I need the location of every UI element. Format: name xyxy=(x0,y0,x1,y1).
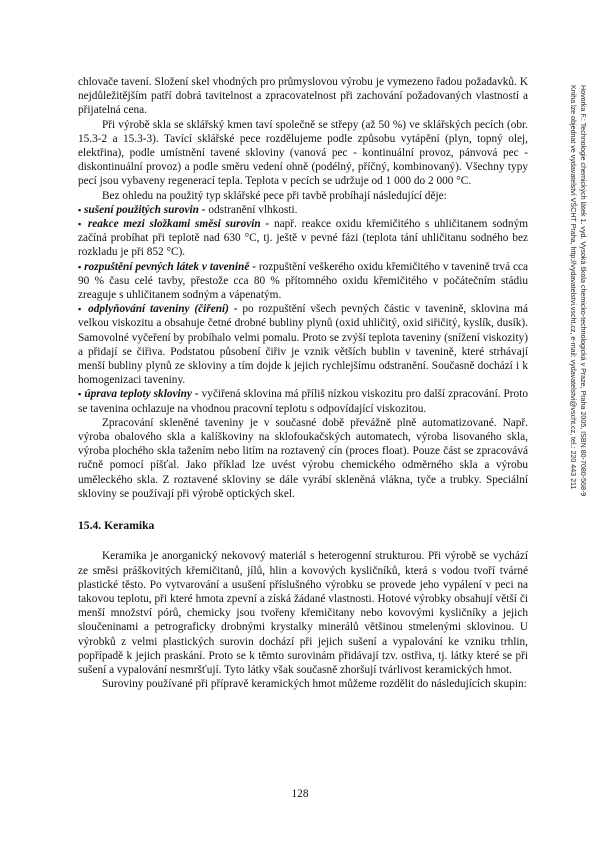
citation-sidebar xyxy=(568,85,588,555)
citation-line-2: Kniha lze objednat ve vydavatelství VŠCHT Praha, http://vydavatelstvi.vscht.cz, e-mail: vydavatelstvi@vscht.cz, tel.: 220 443 211 xyxy=(569,85,577,490)
paragraph-furnaces: Při výrobě skla se sklářský kmen taví společně se střepy (až 50 %) ve sklářských pecích (obr. 15.3-2 a 15.3-3). Tavící sklářské pece rozdělujeme podle způsobu vytápění (plyn, topný olej, elektřina), podle umístnění tavené skloviny (vanová pec - kontinuální provoz, pánvová pec - diskontinuální provoz) a podle směru vedení ohně (podélný, příčný, kombinovaný). Všechny typy pecí jsou vybaveny regenerací tepla. Teplota v pecích se udržuje od 1 000 do 2 000 °C. xyxy=(78,118,528,188)
list-item xyxy=(78,260,528,303)
paragraph-continuation: chlovače tavení. Složení skel vhodných pro průmyslovou výrobu je vymezeno řadou požadavků. K nejdůležitějším patří dobrá tavitelnost a zpracovatelnost při zachování požadovaných vlastností a přijatelná cena. xyxy=(78,76,528,117)
list-item xyxy=(78,302,528,387)
list-item xyxy=(78,203,528,217)
list-item-text: rozpuštění veškerého oxidu křemičitého v tavenině trvá cca 90 % času celé tavby, přestože cca 80 % přítomného oxidu křemičitého v počátečním stádiu zreaguje s uhličitanem sodným a vápenatým. xyxy=(78,260,528,302)
page-number: 128 xyxy=(291,788,309,800)
bullet-icon: ▪ xyxy=(78,204,82,215)
bullet-icon: ▪ xyxy=(78,261,82,272)
list-item xyxy=(78,217,528,260)
bullet-icon: ▪ xyxy=(78,304,84,315)
list-item-text: vyčiřená sklovina má příliš nízkou viskozitu pro další zpracování. Proto se tavenina ochlazuje na vhodnou pracovní teplotu s odpovídající viskozitou. xyxy=(78,388,528,415)
list-item-term: reakce mezi složkami směsi surovin - xyxy=(87,218,270,231)
list-item-text: např. reakce oxidu křemičitého s uhličitanem sodným začíná probíhat při teplotě nad 630 °C, tj. ještě v pevné fázi (teplota tání uhličitanu sodného bez rozkladu je při 852 °C). xyxy=(78,218,529,259)
paragraph-ceramics: Keramika je anorganický nekovový materiál s heterogenní strukturou. Při výrobě se vychází ze směsi práškovitých křemičitanů, jílů, hlin a kovových kysličníků, která s vodou tvoří tvárné plastické těsto. Po vytvarování a usušení příslušného výrobku se provede jeho vypálení v peci na takovou teplotu, při které hmota zpevní a získá žádané vlastnosti. Hotové výrobky obsahují větší či menší množství pórů, chemicky jsou tvořeny křemičitany nebo kovovými kysličníky a jejich sloučeninami a petrograficky drobnými krystalky minerálů většinou stmelenými sklovinou. U výrobků z velmi plastických surovin dochází při jejich sušení a vypalování ke vzniku trhlin, popřípadě k jejich praskání. Proto se k těmto surovinám přidávají tzv. ostřiva, tj. látky které se při sušení a vypalování nesmršťují. Tyto látky však současně zhoršují tvárlivost keramických hmot. xyxy=(78,550,528,676)
paragraph-process-intro: Bez ohledu na použitý typ sklářské pece při tavbě probíhají následující děje: xyxy=(102,189,447,202)
list-item-term: odplyňování taveniny (čiření) - xyxy=(88,303,238,316)
section-heading: 15.4. Keramika xyxy=(78,519,155,533)
bullet-icon: ▪ xyxy=(78,389,82,400)
list-item-term: úprava teploty skloviny - xyxy=(84,388,199,401)
process-list xyxy=(78,203,528,416)
list-item-term: sušení použitých surovin - xyxy=(84,203,206,216)
list-item-text: po rozpuštění všech pevných částic v tavenině, sklovina má velkou viskozitu a obsahuje četné drobné bubliny plynů (oxid uhličitý, oxid siřičitý, kyslík, dusík). Samovolné vyčeření by probíhalo velmi pomalu. Proto se zvýší teplota taveniny (snížení viskozity) a přidají se čiřiva. Podstatou působení čiřiv je vznik větších bublin v tavenině, které strhávají menší bubliny plynů ze skloviny a tím dojde k jejich rychlejšímu odstranění. Současně dochází i k homogenizaci taveniny. xyxy=(78,303,528,387)
page-body xyxy=(78,75,528,691)
list-item xyxy=(78,387,528,415)
paragraph-raw-materials: Suroviny používané při přípravě keramických hmot můžeme rozdělit do následujících skupin: xyxy=(102,678,527,691)
list-item-term: rozpuštění pevných látek v tavenině - xyxy=(84,260,256,273)
list-item-text: odstranění vlhkosti. xyxy=(205,203,298,216)
bullet-icon: ▪ xyxy=(78,219,84,230)
citation-line-1: Hovorka F.: Technologie chemických látek 1. vyd. Vysoká škola chemicko-technologická v Praze, Praha 2005, ISBN 80-7080-568-9 xyxy=(579,85,587,497)
paragraph-processing: Zpracování skleněné taveniny je v současné době převážně plně automatizované. Např. výroba obalového skla a kalíškoviny na sklofoukačských automatech, výroba lisovaného skla, výroba plochého skla tažením nebo litím na roztavený cín (proces float). Pouze část se zpracovává ručně pomocí píšťal. Jako příklad lze uvést výrobu chemického odměrného skla a výrobu uměleckého skla. Z roztavené skloviny se dále vyrábí skleněná vlákna, tyče a trubky. Speciální skloviny se používají při výrobě optických skel. xyxy=(78,416,528,500)
